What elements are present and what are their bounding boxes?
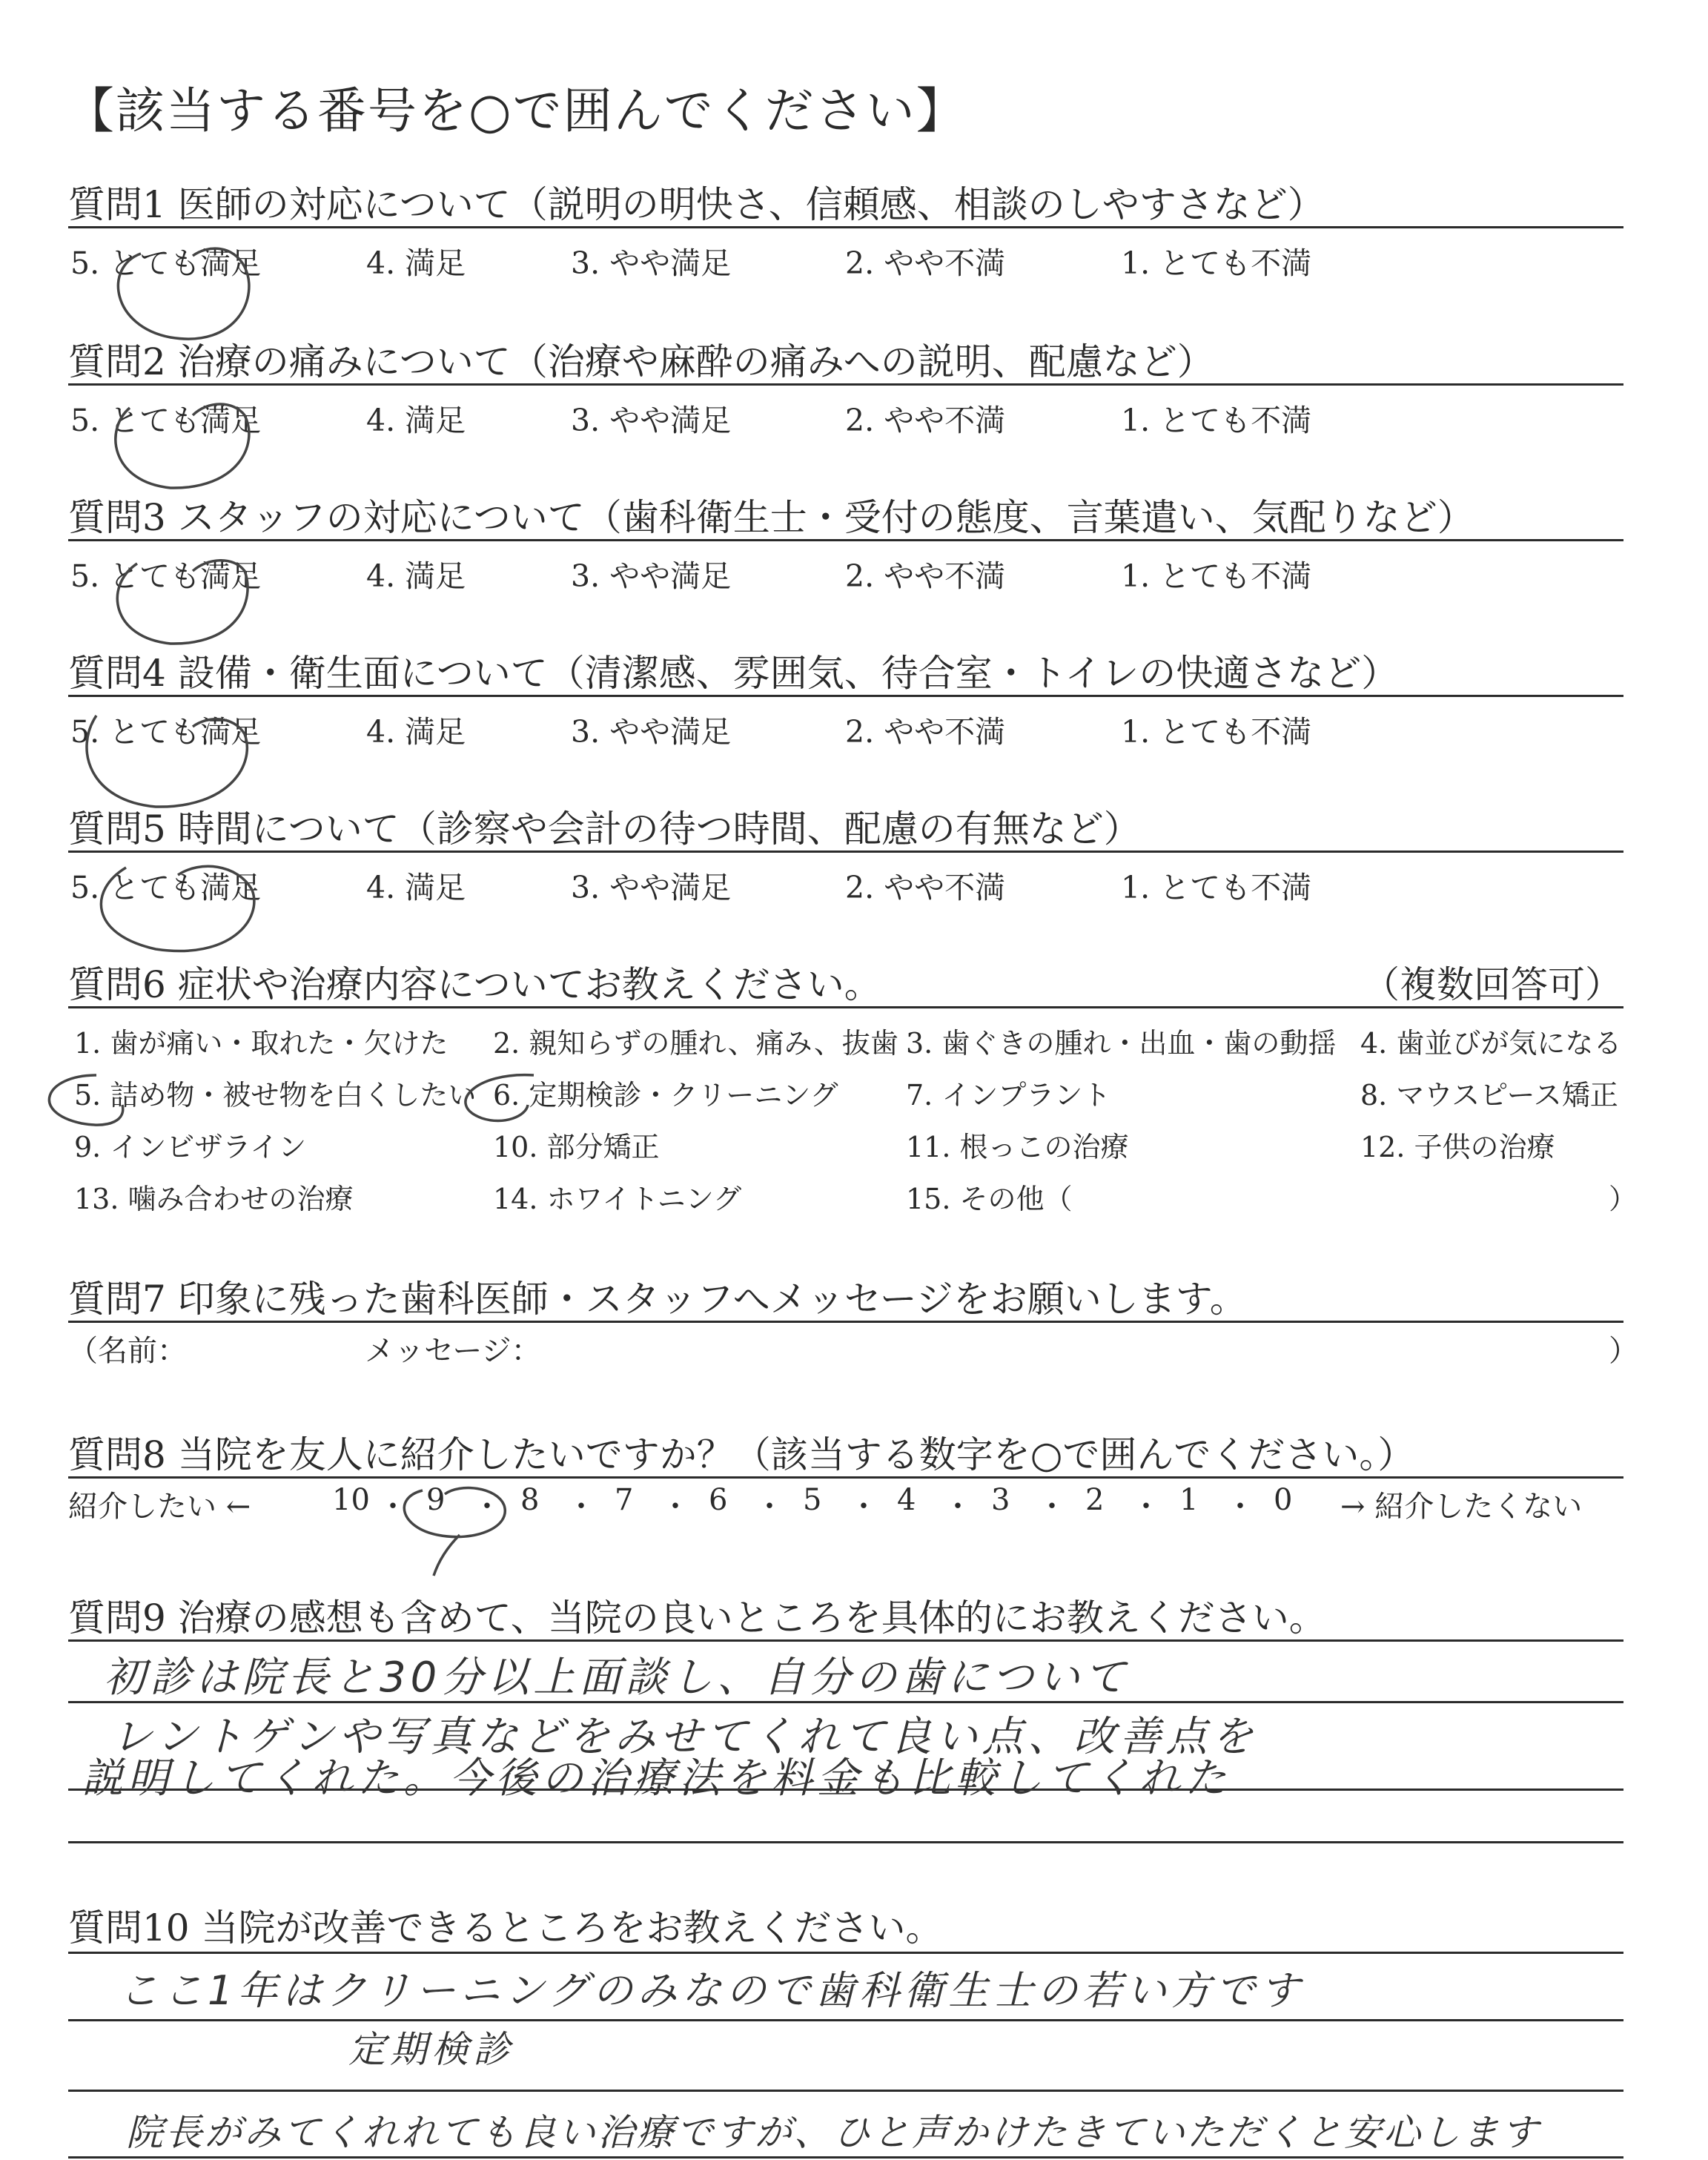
question-7-title: 質問7 印象に残った歯科医師・スタッフへメッセージをお願いします。 (68, 1278, 1247, 1321)
q6-option-5-circle (49, 1075, 122, 1125)
q5-option-3[interactable]: 3. やや満足 (571, 870, 732, 905)
q6-option-7[interactable]: 7. インプラント (906, 1079, 1111, 1112)
q5-option-5[interactable]: 5. とても満足 (70, 870, 262, 905)
q8-scale-number-6[interactable]: 6 (709, 1483, 728, 1517)
q6-option-6-circle (466, 1075, 534, 1121)
q8-scale-separator: ・ (378, 1490, 408, 1524)
q4-option-3[interactable]: 3. やや満足 (571, 714, 732, 750)
q6-option-3[interactable]: 3. 歯ぐきの腫れ・出血・歯の動揺 (906, 1027, 1337, 1060)
q8-scale-separator: ・ (661, 1490, 690, 1524)
q2-option-4[interactable]: 4. 満足 (366, 403, 466, 438)
q1-option-2[interactable]: 2. やや不満 (845, 245, 1006, 281)
q6-option-4[interactable]: 4. 歯並びが気になる (1360, 1027, 1622, 1060)
q1-option-1[interactable]: 1. とても不満 (1121, 245, 1312, 281)
question-2-title: 質問2 治療の痛みについて（治療や麻酔の痛みへの説明、配慮など） (68, 340, 1214, 383)
q8-scale-number-0[interactable]: 0 (1274, 1483, 1293, 1517)
q6-option-2[interactable]: 2. 親知らずの腫れ、痛み、抜歯 (493, 1027, 898, 1060)
q10-answer-line-3: 院長がみてくれれても良い治療ですが、ひと声かけたきていただくと安心します (126, 2111, 1540, 2154)
q8-scale-number-2[interactable]: 2 (1085, 1483, 1105, 1517)
q6-option-10[interactable]: 10. 部分矯正 (493, 1131, 660, 1163)
q8-scale-separator: ・ (1037, 1490, 1067, 1524)
q2-option-3[interactable]: 3. やや満足 (571, 403, 732, 438)
q1-option-4[interactable]: 4. 満足 (366, 245, 466, 281)
q1-option-5[interactable]: 5. とても満足 (70, 245, 262, 281)
q7-name-label: （名前： (68, 1334, 187, 1368)
question-5-title: 質問5 時間について（診察や会計の待つ時間、配慮の有無など） (68, 807, 1141, 851)
q6-option-1[interactable]: 1. 歯が痛い・取れた・欠けた (74, 1027, 448, 1060)
question-3-title: 質問3 スタッフの対応について（歯科衛生士・受付の態度、言葉遣い、気配りなど） (68, 496, 1474, 539)
q3-option-4[interactable]: 4. 満足 (366, 558, 466, 594)
q1-selection-circle (118, 248, 248, 339)
q5-option-2[interactable]: 2. やや不満 (845, 870, 1006, 905)
q2-selection-circle (116, 404, 249, 488)
question-1-title: 質問1 医師の対応について（説明の明快さ、信頼感、相談のしやすさなど） (68, 183, 1325, 226)
q8-scale-number-4[interactable]: 4 (897, 1483, 916, 1517)
q3-option-1[interactable]: 1. とても不満 (1121, 558, 1312, 594)
q5-selection-circle (101, 866, 254, 951)
q5-option-1[interactable]: 1. とても不満 (1121, 870, 1312, 905)
q6-option-12[interactable]: 12. 子供の治療 (1360, 1131, 1555, 1163)
q6-option-8[interactable]: 8. マウスピース矯正 (1360, 1079, 1618, 1112)
q10-answer-line-2: 定期検診 (348, 2028, 514, 2071)
q7-message-label: メッセージ： (365, 1334, 541, 1368)
q8-scale-separator: ・ (566, 1490, 596, 1524)
q6-option-13[interactable]: 13. 噛み合わせの治療 (74, 1183, 354, 1215)
q4-option-1[interactable]: 1. とても不満 (1121, 714, 1312, 750)
q3-selection-circle (117, 561, 248, 644)
q8-scale-number-10[interactable]: 10 (332, 1483, 370, 1517)
q9-answer-line-2: レントゲンや写真などをみせてくれて良い点、改善点を (111, 1713, 1258, 1761)
q6-other-close-paren: ） (1609, 1183, 1638, 1215)
q8-scale-number-1[interactable]: 1 (1179, 1483, 1199, 1517)
q8-scale-left-label: 紹介したい ← (68, 1490, 251, 1524)
q3-option-5[interactable]: 5. とても満足 (70, 558, 262, 594)
q6-option-5[interactable]: 5. 詰め物・被せ物を白くしたい (74, 1079, 477, 1112)
q4-option-5[interactable]: 5. とても満足 (70, 714, 262, 750)
page-title: 【該当する番号を○で囲んでください】 (65, 82, 967, 139)
q8-scale-number-5[interactable]: 5 (803, 1483, 822, 1517)
question-4-title: 質問4 設備・衛生面について（清潔感、雰囲気、待合室・トイレの快適さなど） (68, 652, 1399, 695)
q7-close-paren: ） (1609, 1334, 1638, 1368)
q4-option-4[interactable]: 4. 満足 (366, 714, 466, 750)
q8-scale-number-8[interactable]: 8 (520, 1483, 540, 1517)
q5-option-4[interactable]: 4. 満足 (366, 870, 466, 905)
multiple-answer-note: （複数回答可） (1363, 963, 1622, 1006)
q6-option-6[interactable]: 6. 定期検診・クリーニング (493, 1079, 838, 1112)
q8-scale-number-3[interactable]: 3 (991, 1483, 1010, 1517)
question-10-title: 質問10 当院が改善できるところをお教えください。 (68, 1906, 943, 1949)
q8-selection-circle (404, 1488, 505, 1576)
q8-scale-separator: ・ (1131, 1490, 1161, 1524)
q8-scale-separator: ・ (943, 1490, 973, 1524)
q8-scale-separator: ・ (755, 1490, 784, 1524)
q10-answer-line-1: ここ1年はクリーニングのみなので歯科衛生士の若い方です (119, 1967, 1305, 2014)
q8-scale-number-9[interactable]: 9 (426, 1483, 446, 1517)
q4-option-2[interactable]: 2. やや不満 (845, 714, 1006, 750)
q3-option-3[interactable]: 3. やや満足 (571, 558, 732, 594)
q2-option-1[interactable]: 1. とても不満 (1121, 403, 1312, 438)
q8-scale-number-7[interactable]: 7 (615, 1483, 634, 1517)
q9-answer-line-1: 初診は院長と30分以上面談し、自分の歯について (104, 1654, 1131, 1702)
q2-option-2[interactable]: 2. やや不満 (845, 403, 1006, 438)
question-8-title: 質問8 当院を友人に紹介したいですか？（該当する数字を○で囲んでください。） (68, 1433, 1415, 1476)
q9-answer-line-3: 説明してくれた。今後の治療法を料金も比較してくれた (82, 1754, 1231, 1803)
q8-scale-separator: ・ (849, 1490, 878, 1524)
q6-option-15[interactable]: 15. その他（ (906, 1183, 1073, 1215)
question-9-title: 質問9 治療の感想も含めて、当院の良いところを具体的にお教えください。 (68, 1596, 1326, 1639)
q8-scale-separator: ・ (1225, 1490, 1255, 1524)
q2-option-5[interactable]: 5. とても満足 (70, 403, 262, 438)
q4-selection-circle (87, 716, 247, 807)
q3-option-2[interactable]: 2. やや不満 (845, 558, 1006, 594)
q6-option-11[interactable]: 11. 根っこの治療 (906, 1131, 1129, 1163)
q8-scale-right-label: → 紹介したくない (1340, 1490, 1583, 1524)
q6-option-9[interactable]: 9. インビザライン (74, 1131, 307, 1163)
question-6-title: 質問6 症状や治療内容についてお教えください。 (68, 963, 881, 1006)
q6-option-14[interactable]: 14. ホワイトニング (493, 1183, 742, 1215)
q8-scale-separator: ・ (472, 1490, 502, 1524)
q1-option-3[interactable]: 3. やや満足 (571, 245, 732, 281)
